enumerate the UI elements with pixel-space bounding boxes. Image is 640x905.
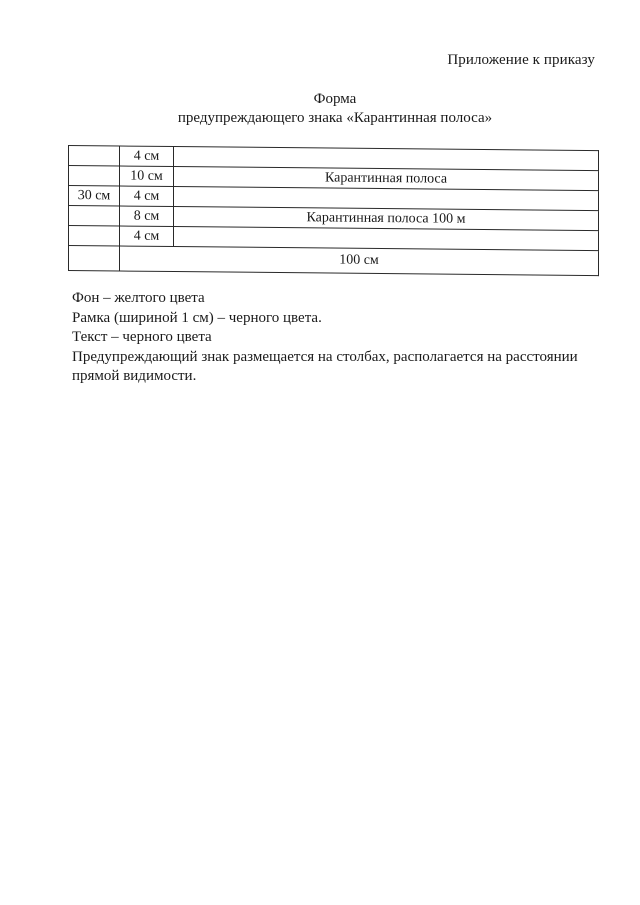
height-cell-empty	[69, 166, 120, 186]
appendix-label: Приложение к приказу	[447, 52, 595, 68]
note-background-color: Фон – желтого цвета	[72, 290, 205, 306]
title-line-form: Форма	[313, 91, 357, 107]
row-size-cell: 8 см	[120, 206, 174, 227]
row-text-cell: Карантинная полоса	[174, 167, 599, 191]
row-text-cell: Карантинная полоса 100 м	[174, 207, 599, 231]
height-cell-empty	[69, 226, 120, 246]
row-size-cell: 10 см	[120, 166, 174, 187]
height-cell-empty	[69, 206, 120, 226]
document-title	[0, 90, 640, 128]
height-label-cell: 30 см	[69, 186, 120, 206]
row-size-cell: 4 см	[120, 186, 174, 207]
width-label-cell: 100 см	[120, 246, 599, 276]
note-placement: Предупреждающий знак размещается на столбах, располагается на расстоянии прямой видимости.	[72, 348, 578, 384]
row-size-cell: 4 см	[120, 226, 174, 247]
table-row	[69, 246, 599, 276]
height-cell-empty	[69, 246, 120, 271]
notes-block	[72, 289, 592, 387]
sign-layout-table	[68, 145, 599, 276]
note-frame-color: Рамка (шириной 1 см) – черного цвета.	[72, 309, 322, 326]
height-cell-empty	[69, 146, 120, 166]
row-size-cell: 4 см	[120, 146, 174, 167]
note-text-color: Текст – черного цвета	[72, 329, 212, 345]
title-line-sign: предупреждающего знака «Карантинная полоса»	[177, 110, 493, 126]
